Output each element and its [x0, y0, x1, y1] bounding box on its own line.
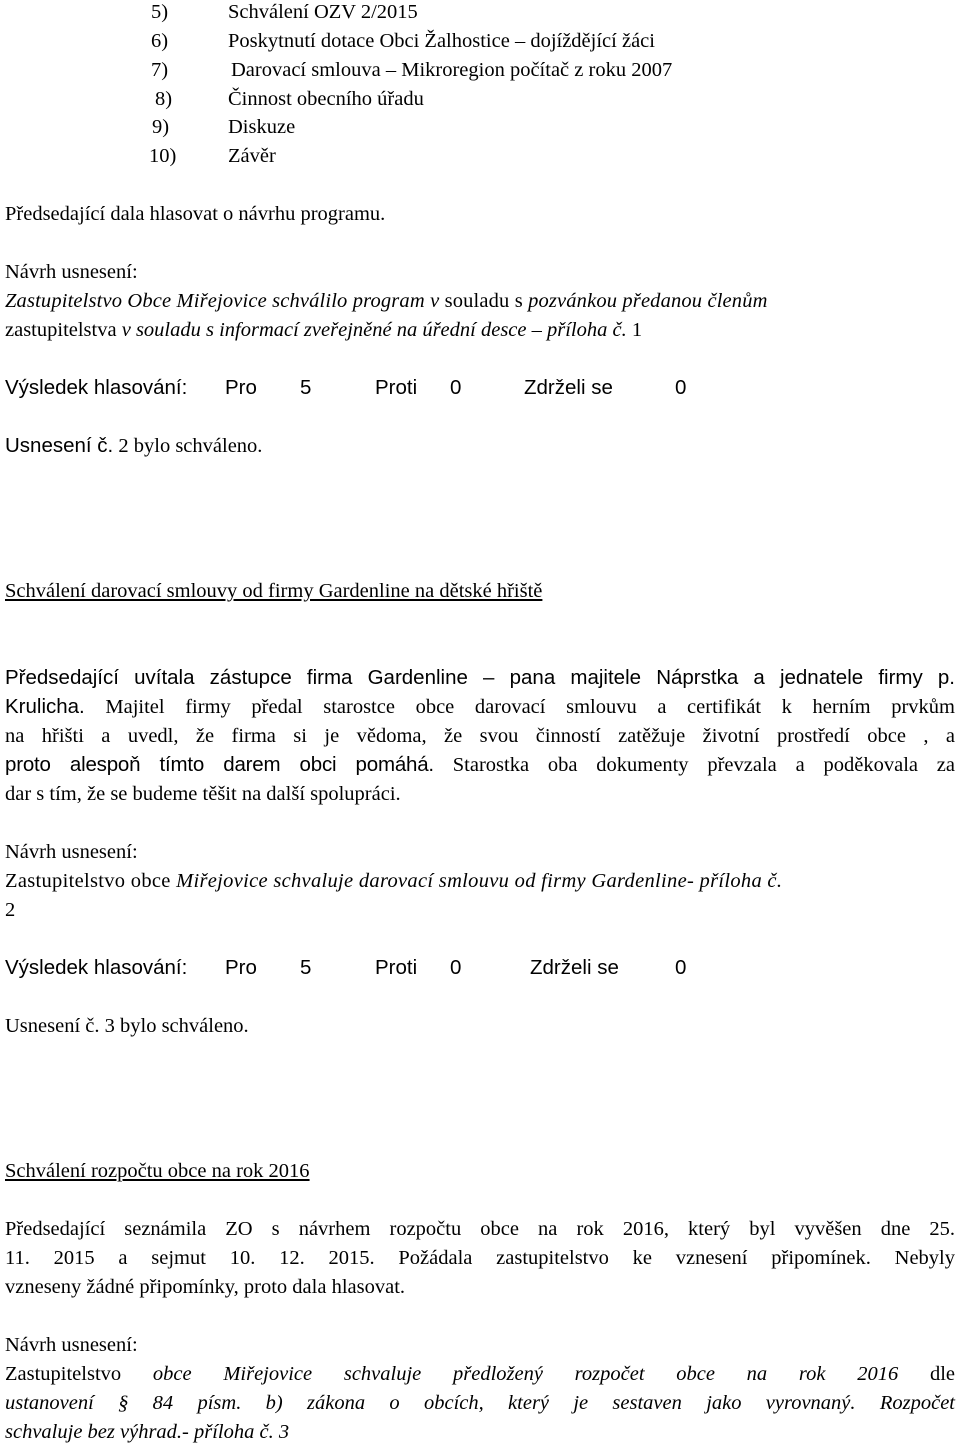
paragraph-line: na hřišti a uvedl, že firma si je vědoma, že svou činností zatěžuje životní prostředí obce , a — [5, 725, 955, 747]
resolution-result: Usnesení č. 3 bylo schváleno. — [5, 1015, 249, 1037]
paragraph-line: Předsedající uvítala zástupce firma Gardenline – pana majitele Náprstka a jednatele firmy p. — [5, 666, 955, 689]
resolution-text: zastupitelstva v souladu s informací zveřejněné na úřední desce – příloha č. 1 — [5, 319, 643, 341]
vote-zdrzeli-count: 0 — [675, 376, 687, 399]
agenda-item-text: Závěr — [228, 145, 276, 167]
agenda-item-text: Poskytnutí dotace Obci Žalhostice – dojíždějící žáci — [228, 30, 655, 52]
agenda-item-text: Schválení OZV 2/2015 — [228, 1, 418, 23]
vote-pro-count: 5 — [300, 956, 312, 979]
paragraph-line: Předsedající seznámila ZO s návrhem rozpočtu obce na rok 2016, který byl vyvěšen dne 25. — [5, 1218, 955, 1240]
vote-pro-label: Pro — [225, 376, 257, 399]
agenda-item-text: Činnost obecního úřadu — [228, 88, 424, 110]
vote-zdrzeli-label: Zdrželi se — [530, 956, 619, 979]
paragraph-line: proto alespoň tímto darem obci pomáhá. Starostka oba dokumenty převzala a poděkovala za — [5, 753, 956, 776]
vote-proti-count: 0 — [450, 376, 462, 399]
section-heading: Schválení rozpočtu obce na rok 2016 — [5, 1160, 310, 1182]
vote-result-label: Výsledek hlasování: — [5, 956, 188, 979]
agenda-item-text: Diskuze — [228, 116, 296, 138]
paragraph-line: 11. 2015 a sejmut 10. 12. 2015. Požádala zastupitelstvo ke vznesení připomínek. Nebyly — [5, 1247, 955, 1269]
vote-result-label: Výsledek hlasování: — [5, 376, 188, 399]
agenda-item-number: 5) — [151, 1, 169, 23]
agenda-item-number: 8) — [155, 88, 173, 110]
vote-pro-label: Pro — [225, 956, 257, 979]
paragraph-line: vzneseny žádné připomínky, proto dala hlasovat. — [5, 1276, 406, 1298]
resolution-text: Zastupitelstvo obce Miřejovice schvaluje darovací smlouvu od firmy Gardenline- příloha č. — [5, 870, 783, 892]
resolution-text: Zastupitelstvo obce Miřejovice schvaluje předložený rozpočet obce na rok 2016 dle — [5, 1363, 955, 1385]
program-vote-intro: Předsedající dala hlasovat o návrhu programu. — [5, 203, 386, 225]
resolution-text: ustanovení § 84 písm. b) zákona o obcích, který je sestaven jako vyrovnaný. Rozpočet — [5, 1392, 955, 1414]
resolution-result: Usnesení č. 2 bylo schváleno. — [5, 434, 263, 457]
section-heading: Schválení darovací smlouvy od firmy Gardenline na dětské hřiště — [5, 580, 543, 602]
resolution-text: schvaluje bez výhrad.- příloha č. 3 — [5, 1421, 290, 1443]
proposal-label: Návrh usnesení: — [5, 1334, 138, 1356]
agenda-item-text: Darovací smlouva – Mikroregion počítač z roku 2007 — [231, 59, 673, 81]
vote-zdrzeli-count: 0 — [675, 956, 687, 979]
vote-proti-label: Proti — [375, 956, 418, 979]
resolution-text: Zastupitelstvo Obce Miřejovice schválilo program v souladu s pozvánkou předanou členům — [5, 290, 768, 312]
proposal-label: Návrh usnesení: — [5, 261, 138, 283]
vote-zdrzeli-label: Zdrželi se — [524, 376, 613, 399]
agenda-item-number: 7) — [151, 59, 169, 81]
resolution-text: 2 — [5, 899, 16, 921]
vote-pro-count: 5 — [300, 376, 312, 399]
agenda-item-number: 10) — [149, 145, 177, 167]
paragraph-line: Krulicha. Majitel firmy předal starostce obce darovací smlouvu a certifikát k herním prvkům — [5, 695, 955, 718]
vote-proti-label: Proti — [375, 376, 418, 399]
proposal-label: Návrh usnesení: — [5, 841, 138, 863]
agenda-item-number: 9) — [152, 116, 170, 138]
vote-proti-count: 0 — [450, 956, 462, 979]
agenda-item-number: 6) — [151, 30, 169, 52]
paragraph-line: dar s tím, že se budeme těšit na další spolupráci. — [5, 783, 401, 805]
